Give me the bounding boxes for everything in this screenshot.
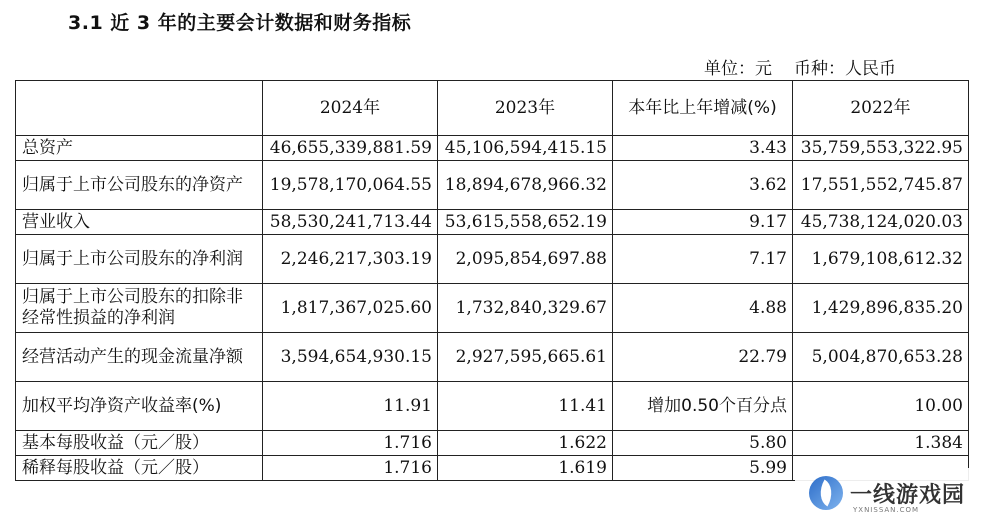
row-label: 营业收入 <box>16 210 263 235</box>
cell-2024: 2,246,217,303.19 <box>263 235 438 284</box>
table-row <box>16 382 969 431</box>
row-label: 归属于上市公司股东的净利润 <box>16 235 263 284</box>
cell-change: 3.62 <box>613 161 793 210</box>
cell-2024: 1.716 <box>263 456 438 481</box>
cell-2023: 1.622 <box>438 431 613 456</box>
cell-2023: 45,106,594,415.15 <box>438 136 613 161</box>
table-row <box>16 431 969 456</box>
table-row <box>16 284 969 333</box>
section-heading: 3.1 近 3 年的主要会计数据和财务指标 <box>68 12 412 34</box>
cell-2022: 35,759,553,322.95 <box>793 136 969 161</box>
watermark <box>795 468 981 522</box>
header-label <box>16 81 263 136</box>
currency-unit: 单位：元 <box>704 59 772 79</box>
financial-table <box>15 80 969 481</box>
cell-2024: 11.91 <box>263 382 438 431</box>
cell-2022: 45,738,124,020.03 <box>793 210 969 235</box>
cell-2024: 58,530,241,713.44 <box>263 210 438 235</box>
cell-change: 4.88 <box>613 284 793 333</box>
table-header-row <box>16 81 969 136</box>
cell-2024: 1,817,367,025.60 <box>263 284 438 333</box>
row-label: 基本每股收益（元／股） <box>16 431 263 456</box>
cell-change: 3.43 <box>613 136 793 161</box>
cell-change: 9.17 <box>613 210 793 235</box>
cell-2023: 53,615,558,652.19 <box>438 210 613 235</box>
cell-2022: 5,004,870,653.28 <box>793 333 969 382</box>
cell-change: 22.79 <box>613 333 793 382</box>
cell-2023: 2,927,595,665.61 <box>438 333 613 382</box>
table-row <box>16 333 969 382</box>
header-2022: 2022年 <box>793 81 969 136</box>
cell-2023: 1.619 <box>438 456 613 481</box>
cell-2024: 3,594,654,930.15 <box>263 333 438 382</box>
cell-change: 5.99 <box>613 456 793 481</box>
watermark-name: 一线游戏园 <box>850 483 966 508</box>
cell-2022: 1.384 <box>793 431 969 456</box>
header-2024: 2024年 <box>263 81 438 136</box>
cell-2022: 10.00 <box>793 382 969 431</box>
cell-2023: 18,894,678,966.32 <box>438 161 613 210</box>
row-label: 经营活动产生的现金流量净额 <box>16 333 263 382</box>
row-label: 归属于上市公司股东的净资产 <box>16 161 263 210</box>
cell-change: 5.80 <box>613 431 793 456</box>
unit-note <box>704 54 896 79</box>
row-label: 稀释每股收益（元／股） <box>16 456 263 481</box>
header-change: 本年比上年增减(%) <box>613 81 793 136</box>
cell-2022: 1,679,108,612.32 <box>793 235 969 284</box>
cell-change: 增加0.50个百分点 <box>613 382 793 431</box>
cell-2024: 46,655,339,881.59 <box>263 136 438 161</box>
cell-2022: 1,429,896,835.20 <box>793 284 969 333</box>
cell-change: 7.17 <box>613 235 793 284</box>
cell-2023: 11.41 <box>438 382 613 431</box>
cell-2024: 1.716 <box>263 431 438 456</box>
table-row <box>16 210 969 235</box>
table-row <box>16 235 969 284</box>
row-label: 归属于上市公司股东的扣除非经常性损益的净利润 <box>16 284 263 333</box>
cell-2024: 19,578,170,064.55 <box>263 161 438 210</box>
table-row <box>16 136 969 161</box>
row-label: 加权平均净资产收益率(%) <box>16 382 263 431</box>
table-row <box>16 161 969 210</box>
header-2023: 2023年 <box>438 81 613 136</box>
watermark-site: YXNISSAN.COM <box>853 506 920 514</box>
cell-2022: 17,551,552,745.87 <box>793 161 969 210</box>
cell-2023: 1,732,840,329.67 <box>438 284 613 333</box>
row-label: 总资产 <box>16 136 263 161</box>
watermark-logo-icon <box>809 476 843 510</box>
currency-kind: 币种：人民币 <box>794 59 896 79</box>
cell-2023: 2,095,854,697.88 <box>438 235 613 284</box>
